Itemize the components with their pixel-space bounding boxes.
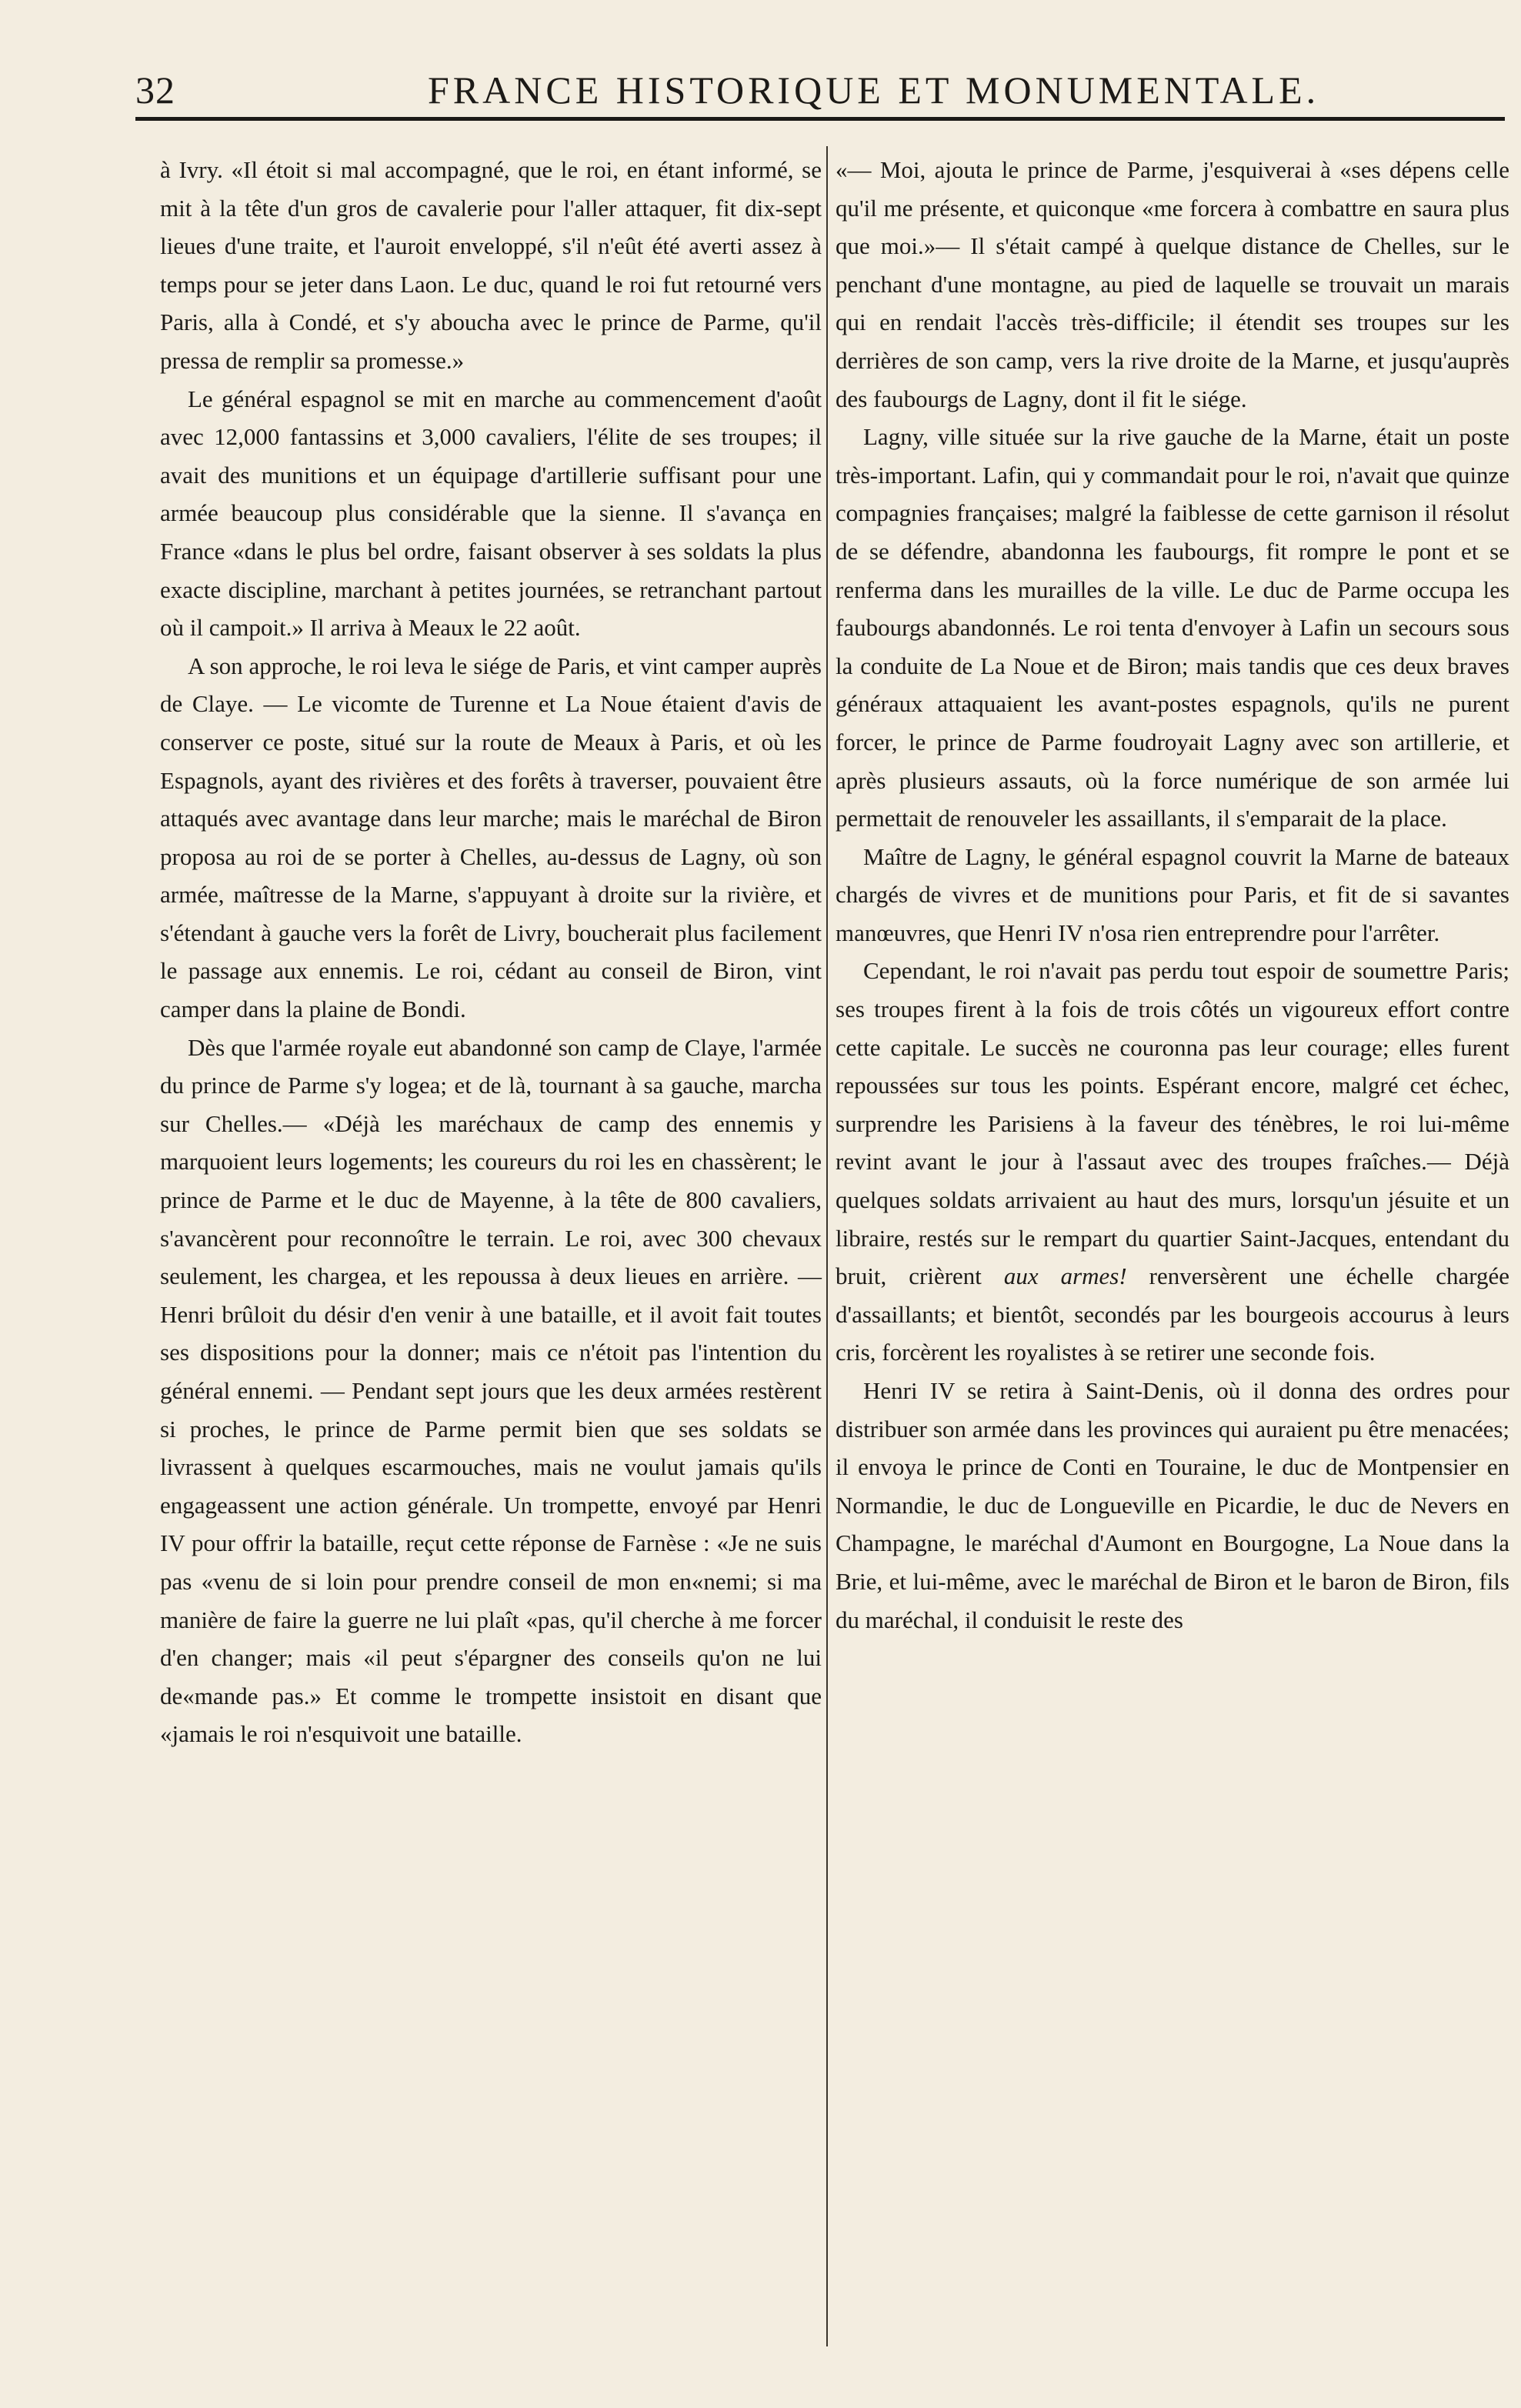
left-column [160,151,822,1753]
paragraph-text: Cependant, le roi n'avait pas perdu tout espoir de soumettre Paris; ses troupes firent à la fois de trois côtés un vigoureux effort contre cette capitale. Le succès ne couronna pas leur courage; elles furent repoussées sur tous les points. Espérant encore, malgré cet échec, surprendre les Parisiens à la faveur des ténèbres, le roi lui-même revint avant le jour à l'assaut avec des troupes fraîches.— Déjà quelques soldats arrivaient au haut des murs, lorsqu'un jésuite et un libraire, restés sur le rempart du quartier Saint-Jacques, entendant du bruit, crièrent [836,957,1509,1290]
paragraph-text: renversèrent une échelle chargée d'assaillants; et bientôt, secondés par les bourgeois accourus à leurs cris, forcèrent les royalistes à se retirer une seconde fois. [836,1262,1509,1366]
italic-exclamation: aux armes! [1003,1262,1127,1290]
paragraph: Le général espagnol se mit en marche au commencement d'août avec 12,000 fantassins et 3,000 cavaliers, l'élite de ses troupes; il avait des munitions et un équipage d'artillerie suffisant pour une armée beaucoup plus considérable que la sienne. Il s'avança en France «dans le plus bel ordre, faisant observer à ses soldats la plus exacte discipline, marchant à petites journées, se retranchant partout où il campoit.» Il arriva à Meaux le 22 août. [160,385,822,642]
right-column [836,151,1509,1639]
running-title: FRANCE HISTORIQUE ET MONUMENTALE. [428,68,1320,112]
page-header [135,63,1513,117]
paragraph: «— Moi, ajouta le prince de Parme, j'esquiverai à «ses dépens celle qu'il me présente, et quiconque «me forcera à combattre en saura plus que moi.»— Il s'était campé à quelque distance de Chelles, sur le penchant d'une montagne, au pied de laquelle se trouvait un marais qui en rendait l'accès très-difficile; il étendit ses troupes sur les derrières de son camp, vers la rive droite de la Marne, et jusqu'auprès des faubourgs de Lagny, dont il fit le siége. [836,156,1509,412]
paragraph [836,952,1509,1372]
paragraph: Lagny, ville située sur la rive gauche de la Marne, était un poste très-important. Lafin, qui y commandait pour le roi, n'avait que quinze compagnies françaises; malgré la faiblesse de cette garnison il résolut de se défendre, abandonna les faubourgs, fit rompre le pont et se renferma dans les murailles de la ville. Le duc de Parme occupa les faubourgs abandonnés. Le roi tenta d'envoyer à Lafin un secours sous la conduite de La Noue et de Biron; mais tandis que ces deux braves généraux attaquaient les avant-postes espagnols, qu'ils ne purent forcer, le prince de Parme foudroyait Lagny avec son artillerie, et après plusieurs assauts, où la force numérique de son armée lui permettait de renouveler les assaillants, il s'emparait de la place. [836,423,1509,832]
paragraph: Henri IV se retira à Saint-Denis, où il donna des ordres pour distribuer son armée dans les provinces qui auraient pu être menacées; il envoya le prince de Conti en Touraine, le duc de Montpensier en Normandie, le duc de Longueville en Picardie, le duc de Nevers en Champagne, le maréchal d'Aumont en Bourgogne, La Noue dans la Brie, et lui-même, avec le maréchal de Biron et le baron de Biron, fils du maréchal, il conduisit le reste des [836,1377,1509,1633]
page-number: 32 [135,68,175,112]
header-rule [135,117,1505,121]
paragraph: Maître de Lagny, le général espagnol couvrit la Marne de bateaux chargés de vivres et de munitions pour Paris, et fit de si savantes manœuvres, que Henri IV n'osa rien entreprendre pour l'arrêter. [836,842,1509,946]
column-divider [826,146,828,2346]
paragraph: A son approche, le roi leva le siége de Paris, et vint camper auprès de Claye. — Le vicomte de Turenne et La Noue étaient d'avis de conserver ce poste, situé sur la route de Meaux à Paris, et où les Espagnols, ayant des rivières et des forêts à traverser, pouvaient être attaqués avec avantage dans leur marche; mais le maréchal de Biron proposa au roi de se porter à Chelles, au-dessus de Lagny, où son armée, maîtresse de la Marne, s'appuyant à droite sur la rivière, et s'étendant à gauche vers la forêt de Livry, boucherait plus facilement le passage aux ennemis. Le roi, cédant au conseil de Biron, vint camper dans la plaine de Bondi. [160,652,822,1023]
paragraph: à Ivry. «Il étoit si mal accompagné, que le roi, en étant informé, se mit à la tête d'un gros de cavalerie pour l'aller attaquer, fit dix-sept lieues d'une traite, et l'auroit enveloppé, s'il n'eût été averti assez à temps pour se jeter dans Laon. Le duc, quand le roi fut retourné vers Paris, alla à Condé, et s'y aboucha avec le prince de Parme, qu'il pressa de remplir sa promesse.» [160,156,822,374]
paragraph: Dès que l'armée royale eut abandonné son camp de Claye, l'armée du prince de Parme s'y logea; et de là, tournant à sa gauche, marcha sur Chelles.— «Déjà les maréchaux de camp des ennemis y marquoient leurs logements; les coureurs du roi les en chassèrent; le prince de Parme et le duc de Mayenne, à la tête de 800 cavaliers, s'avancèrent pour reconnoître le terrain. Le roi, avec 300 chevaux seulement, les chargea, et les repoussa à deux lieues en arrière. — Henri brûloit du désir d'en venir à une bataille, et il avoit fait toutes ses dispositions pour la donner; mais ce n'étoit pas l'intention du général ennemi. — Pendant sept jours que les deux armées restèrent si proches, le prince de Parme permit bien que ses soldats se livrassent à quelques escarmouches, mais ne voulut jamais qu'ils engageassent une action générale. Un trompette, envoyé par Henri IV pour offrir la bataille, reçut cette réponse de Farnèse : «Je ne suis pas «venu de si loin pour prendre conseil de mon en«nemi; si ma manière de faire la guerre ne lui plaît «pas, qu'il cherche à me forcer d'en changer; mais «il peut s'épargner des conseils qu'on ne lui de«mande pas.» Et comme le trompette insistoit en disant que «jamais le roi n'esquivoit une bataille. [160,1033,822,1748]
